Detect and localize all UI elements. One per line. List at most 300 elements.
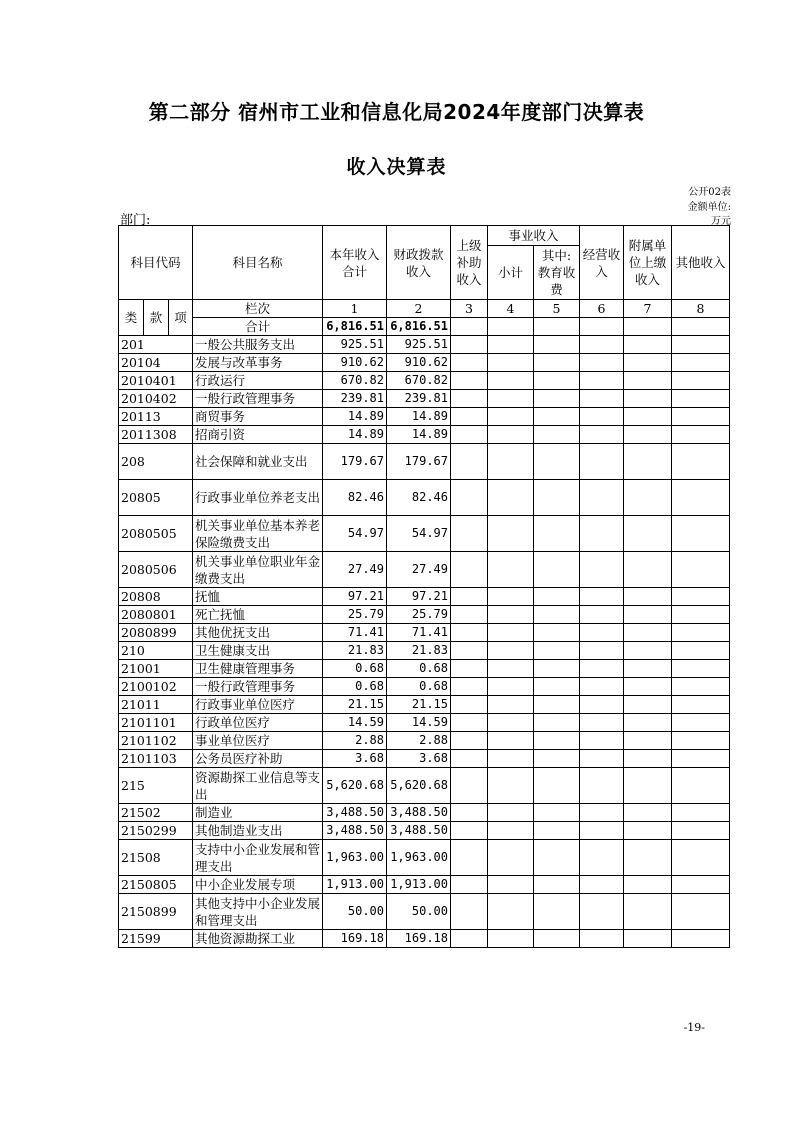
- row-current-income: 239.81: [323, 390, 387, 408]
- row-current-income: 3,488.50: [323, 822, 387, 840]
- row-empty-cell: [534, 624, 580, 642]
- row-empty-cell: [580, 588, 624, 606]
- row-empty-cell: [534, 768, 580, 804]
- row-empty-cell: [534, 876, 580, 894]
- row-empty-cell: [672, 930, 730, 948]
- row-empty-cell: [672, 336, 730, 354]
- header-fiscal: 财政拨款收入: [387, 226, 451, 300]
- row-empty-cell: [672, 408, 730, 426]
- row-empty-cell: [624, 660, 672, 678]
- row-empty-cell: [580, 660, 624, 678]
- table-row: [119, 894, 730, 930]
- table-title: 收入决算表: [346, 156, 447, 178]
- row-empty-cell: [451, 390, 488, 408]
- total-fiscal: 6,816.51: [387, 318, 451, 336]
- row-code: 20113: [119, 408, 193, 426]
- row-name: 死亡抚恤: [193, 606, 323, 624]
- row-fiscal: 0.68: [387, 660, 451, 678]
- row-empty-cell: [488, 894, 534, 930]
- total-current-income: 6,816.51: [323, 318, 387, 336]
- row-name: 其他资源勘探工业: [193, 930, 323, 948]
- table-row: [119, 840, 730, 876]
- table-row: [119, 714, 730, 732]
- row-fiscal: 3,488.50: [387, 804, 451, 822]
- row-empty-cell: [672, 354, 730, 372]
- table-row: [119, 552, 730, 588]
- row-empty-cell: [672, 678, 730, 696]
- row-fiscal: 5,620.68: [387, 768, 451, 804]
- row-empty-cell: [580, 750, 624, 768]
- row-empty-cell: [488, 390, 534, 408]
- row-empty-cell: [580, 822, 624, 840]
- row-empty-cell: [488, 588, 534, 606]
- table-row: [119, 372, 730, 390]
- row-empty-cell: [534, 516, 580, 552]
- row-empty-cell: [534, 732, 580, 750]
- col-num-3: 3: [451, 300, 488, 318]
- row-empty-cell: [580, 606, 624, 624]
- col-num-1: 1: [323, 300, 387, 318]
- row-code: 2101101: [119, 714, 193, 732]
- row-code: 2150899: [119, 894, 193, 930]
- row-empty-cell: [672, 714, 730, 732]
- row-fiscal: 2.88: [387, 732, 451, 750]
- row-empty-cell: [488, 336, 534, 354]
- row-empty-cell: [672, 372, 730, 390]
- header-code: 科目代码: [119, 226, 193, 300]
- row-empty-cell: [451, 840, 488, 876]
- row-name: 行政运行: [193, 372, 323, 390]
- row-code: 21001: [119, 660, 193, 678]
- row-empty-cell: [580, 444, 624, 480]
- row-empty-cell: [672, 426, 730, 444]
- row-fiscal: 27.49: [387, 552, 451, 588]
- table-row: [119, 480, 730, 516]
- row-fiscal: 71.41: [387, 624, 451, 642]
- row-name: 招商引资: [193, 426, 323, 444]
- total-label: 合计: [193, 318, 323, 336]
- row-empty-cell: [580, 480, 624, 516]
- row-name: 其他支持中小企业发展和管理支出: [193, 894, 323, 930]
- row-empty-cell: [580, 354, 624, 372]
- row-current-income: 925.51: [323, 336, 387, 354]
- row-empty-cell: [488, 480, 534, 516]
- row-empty-cell: [580, 732, 624, 750]
- header-other: 其他收入: [672, 226, 730, 300]
- row-empty-cell: [624, 372, 672, 390]
- row-fiscal: 97.21: [387, 588, 451, 606]
- row-empty-cell: [451, 876, 488, 894]
- row-code: 2150299: [119, 822, 193, 840]
- row-empty-cell: [488, 876, 534, 894]
- row-name: 一般行政管理事务: [193, 390, 323, 408]
- row-fiscal: 21.15: [387, 696, 451, 714]
- row-empty-cell: [580, 714, 624, 732]
- row-current-income: 179.67: [323, 444, 387, 480]
- row-fiscal: 1,913.00: [387, 876, 451, 894]
- row-empty-cell: [672, 750, 730, 768]
- row-empty-cell: [488, 732, 534, 750]
- row-empty-cell: [534, 696, 580, 714]
- row-current-income: 82.46: [323, 480, 387, 516]
- row-empty-cell: [580, 408, 624, 426]
- row-empty-cell: [672, 390, 730, 408]
- row-fiscal: 21.83: [387, 642, 451, 660]
- row-fiscal: 0.68: [387, 678, 451, 696]
- row-empty-cell: [488, 642, 534, 660]
- row-name: 公务员医疗补助: [193, 750, 323, 768]
- row-empty-cell: [624, 552, 672, 588]
- row-empty-cell: [624, 876, 672, 894]
- col-num-4: 4: [488, 300, 534, 318]
- row-empty-cell: [451, 354, 488, 372]
- row-current-income: 27.49: [323, 552, 387, 588]
- row-empty-cell: [672, 732, 730, 750]
- row-empty-cell: [488, 624, 534, 642]
- row-empty-cell: [534, 804, 580, 822]
- row-empty-cell: [488, 516, 534, 552]
- row-empty-cell: [451, 408, 488, 426]
- row-code: 2101102: [119, 732, 193, 750]
- row-current-income: 71.41: [323, 624, 387, 642]
- table-row: [119, 804, 730, 822]
- row-empty-cell: [534, 750, 580, 768]
- row-empty-cell: [624, 426, 672, 444]
- row-empty-cell: [451, 894, 488, 930]
- row-empty-cell: [624, 606, 672, 624]
- row-current-income: 21.15: [323, 696, 387, 714]
- table-row: [119, 822, 730, 840]
- row-current-income: 0.68: [323, 660, 387, 678]
- row-empty-cell: [451, 552, 488, 588]
- row-fiscal: 14.89: [387, 408, 451, 426]
- row-empty-cell: [672, 822, 730, 840]
- row-empty-cell: [488, 750, 534, 768]
- row-name: 资源勘探工业信息等支出: [193, 768, 323, 804]
- row-empty-cell: [624, 804, 672, 822]
- row-empty-cell: [624, 930, 672, 948]
- row-empty-cell: [580, 642, 624, 660]
- row-empty-cell: [534, 822, 580, 840]
- form-number: 公开02表: [688, 187, 731, 198]
- row-empty-cell: [488, 552, 534, 588]
- row-empty-cell: [580, 516, 624, 552]
- row-code: 20104: [119, 354, 193, 372]
- row-current-income: 25.79: [323, 606, 387, 624]
- row-fiscal: 3.68: [387, 750, 451, 768]
- row-code: 21599: [119, 930, 193, 948]
- row-empty-cell: [672, 606, 730, 624]
- row-empty-cell: [451, 372, 488, 390]
- row-name: 机关事业单位职业年金缴费支出: [193, 552, 323, 588]
- row-code: 21502: [119, 804, 193, 822]
- row-empty-cell: [672, 840, 730, 876]
- col-num-5: 5: [534, 300, 580, 318]
- row-empty-cell: [624, 750, 672, 768]
- row-empty-cell: [534, 588, 580, 606]
- row-empty-cell: [488, 714, 534, 732]
- table-row: [119, 732, 730, 750]
- row-empty-cell: [534, 642, 580, 660]
- row-empty-cell: [534, 660, 580, 678]
- header-operating: 经营收入: [580, 226, 624, 300]
- row-fiscal: 50.00: [387, 894, 451, 930]
- row-name: 一般公共服务支出: [193, 336, 323, 354]
- row-code: 215: [119, 768, 193, 804]
- row-empty-cell: [624, 822, 672, 840]
- header-current-income: 本年收入合计: [323, 226, 387, 300]
- row-empty-cell: [580, 840, 624, 876]
- row-empty-cell: [488, 768, 534, 804]
- row-code: 2011308: [119, 426, 193, 444]
- row-empty-cell: [672, 588, 730, 606]
- row-fiscal: 25.79: [387, 606, 451, 624]
- row-empty-cell: [580, 336, 624, 354]
- row-empty-cell: [488, 804, 534, 822]
- row-name: 一般行政管理事务: [193, 678, 323, 696]
- row-empty-cell: [451, 336, 488, 354]
- row-empty-cell: [580, 678, 624, 696]
- row-name: 卫生健康支出: [193, 642, 323, 660]
- row-empty-cell: [534, 840, 580, 876]
- table-row: [119, 624, 730, 642]
- row-name: 抚恤: [193, 588, 323, 606]
- table-row: [119, 696, 730, 714]
- row-code: 2010401: [119, 372, 193, 390]
- row-code: 21011: [119, 696, 193, 714]
- table-row: [119, 390, 730, 408]
- header-lanci: 栏次: [193, 300, 323, 318]
- row-name: 支持中小企业发展和管理支出: [193, 840, 323, 876]
- row-empty-cell: [624, 444, 672, 480]
- row-fiscal: 910.62: [387, 354, 451, 372]
- row-empty-cell: [534, 714, 580, 732]
- row-empty-cell: [672, 624, 730, 642]
- row-empty-cell: [624, 678, 672, 696]
- row-empty-cell: [451, 930, 488, 948]
- row-empty-cell: [624, 768, 672, 804]
- row-empty-cell: [672, 804, 730, 822]
- row-current-income: 50.00: [323, 894, 387, 930]
- row-empty-cell: [534, 390, 580, 408]
- row-empty-cell: [580, 696, 624, 714]
- table-row: [119, 642, 730, 660]
- row-empty-cell: [534, 354, 580, 372]
- row-fiscal: 239.81: [387, 390, 451, 408]
- row-empty-cell: [580, 390, 624, 408]
- row-current-income: 5,620.68: [323, 768, 387, 804]
- row-current-income: 21.83: [323, 642, 387, 660]
- row-empty-cell: [672, 660, 730, 678]
- row-empty-cell: [451, 804, 488, 822]
- row-empty-cell: [451, 588, 488, 606]
- header-xiang: 项: [169, 300, 193, 336]
- header-edu-fee: 其中:教育收费: [534, 246, 580, 300]
- row-name: 制造业: [193, 804, 323, 822]
- header-affiliated: 附属单位上缴收入: [624, 226, 672, 300]
- row-empty-cell: [451, 822, 488, 840]
- row-empty-cell: [672, 696, 730, 714]
- row-empty-cell: [534, 444, 580, 480]
- row-name: 发展与改革事务: [193, 354, 323, 372]
- row-empty-cell: [672, 642, 730, 660]
- row-empty-cell: [534, 606, 580, 624]
- row-empty-cell: [451, 444, 488, 480]
- row-code: 2080505: [119, 516, 193, 552]
- row-current-income: 2.88: [323, 732, 387, 750]
- row-code: 2101103: [119, 750, 193, 768]
- row-code: 2010402: [119, 390, 193, 408]
- row-fiscal: 14.89: [387, 426, 451, 444]
- table-row: [119, 678, 730, 696]
- row-code: 21508: [119, 840, 193, 876]
- row-empty-cell: [451, 624, 488, 642]
- row-current-income: 1,913.00: [323, 876, 387, 894]
- row-empty-cell: [672, 444, 730, 480]
- row-current-income: 1,963.00: [323, 840, 387, 876]
- table-row: [119, 750, 730, 768]
- table-row: [119, 660, 730, 678]
- row-empty-cell: [580, 426, 624, 444]
- row-code: 210: [119, 642, 193, 660]
- row-empty-cell: [672, 552, 730, 588]
- row-empty-cell: [488, 822, 534, 840]
- row-fiscal: 82.46: [387, 480, 451, 516]
- row-name: 行政事业单位养老支出: [193, 480, 323, 516]
- row-fiscal: 670.82: [387, 372, 451, 390]
- row-empty-cell: [624, 480, 672, 516]
- row-empty-cell: [534, 336, 580, 354]
- row-code: 2080801: [119, 606, 193, 624]
- row-empty-cell: [624, 354, 672, 372]
- table-row: [119, 876, 730, 894]
- row-current-income: 0.68: [323, 678, 387, 696]
- row-current-income: 3.68: [323, 750, 387, 768]
- col-num-8: 8: [672, 300, 730, 318]
- row-empty-cell: [451, 516, 488, 552]
- row-empty-cell: [624, 336, 672, 354]
- row-empty-cell: [580, 768, 624, 804]
- row-empty-cell: [534, 552, 580, 588]
- unit-label: 金额单位:: [687, 202, 731, 213]
- unit-value: 万元: [711, 216, 731, 227]
- row-empty-cell: [672, 480, 730, 516]
- row-empty-cell: [451, 642, 488, 660]
- row-name: 其他制造业支出: [193, 822, 323, 840]
- row-empty-cell: [580, 930, 624, 948]
- row-name: 中小企业发展专项: [193, 876, 323, 894]
- row-code: 2080506: [119, 552, 193, 588]
- row-empty-cell: [451, 696, 488, 714]
- table-row: [119, 930, 730, 948]
- row-empty-cell: [451, 678, 488, 696]
- row-code: 20805: [119, 480, 193, 516]
- col-num-6: 6: [580, 300, 624, 318]
- row-empty-cell: [488, 696, 534, 714]
- row-fiscal: 169.18: [387, 930, 451, 948]
- row-code: 2080899: [119, 624, 193, 642]
- row-current-income: 14.89: [323, 426, 387, 444]
- row-empty-cell: [672, 876, 730, 894]
- row-empty-cell: [488, 840, 534, 876]
- row-empty-cell: [488, 354, 534, 372]
- row-code: 2150805: [119, 876, 193, 894]
- col-num-7: 7: [624, 300, 672, 318]
- row-fiscal: 1,963.00: [387, 840, 451, 876]
- row-empty-cell: [534, 678, 580, 696]
- row-empty-cell: [624, 732, 672, 750]
- row-empty-cell: [624, 516, 672, 552]
- table-row: [119, 768, 730, 804]
- row-name: 事业单位医疗: [193, 732, 323, 750]
- row-empty-cell: [580, 894, 624, 930]
- row-empty-cell: [580, 876, 624, 894]
- table-row: [119, 588, 730, 606]
- row-empty-cell: [488, 408, 534, 426]
- department-label: 部门:: [120, 213, 151, 228]
- row-code: 208: [119, 444, 193, 480]
- table-row: [119, 336, 730, 354]
- table-row: [119, 516, 730, 552]
- row-current-income: 169.18: [323, 930, 387, 948]
- row-empty-cell: [624, 642, 672, 660]
- row-empty-cell: [580, 624, 624, 642]
- row-empty-cell: [534, 894, 580, 930]
- row-fiscal: 925.51: [387, 336, 451, 354]
- row-empty-cell: [534, 930, 580, 948]
- row-name: 其他优抚支出: [193, 624, 323, 642]
- row-code: 2100102: [119, 678, 193, 696]
- row-empty-cell: [624, 696, 672, 714]
- header-kuan: 款: [144, 300, 169, 336]
- row-empty-cell: [534, 426, 580, 444]
- row-current-income: 54.97: [323, 516, 387, 552]
- row-empty-cell: [451, 750, 488, 768]
- row-fiscal: 179.67: [387, 444, 451, 480]
- row-empty-cell: [451, 480, 488, 516]
- row-empty-cell: [624, 624, 672, 642]
- row-name: 机关事业单位基本养老保险缴费支出: [193, 516, 323, 552]
- row-current-income: 670.82: [323, 372, 387, 390]
- row-empty-cell: [488, 426, 534, 444]
- row-empty-cell: [488, 678, 534, 696]
- row-empty-cell: [534, 408, 580, 426]
- row-empty-cell: [451, 732, 488, 750]
- table-row: [119, 354, 730, 372]
- header-name: 科目名称: [193, 226, 323, 300]
- row-empty-cell: [451, 660, 488, 678]
- header-business: 事业收入: [488, 226, 580, 246]
- row-fiscal: 54.97: [387, 516, 451, 552]
- row-code: 20808: [119, 588, 193, 606]
- row-code: 201: [119, 336, 193, 354]
- row-empty-cell: [624, 894, 672, 930]
- row-empty-cell: [488, 444, 534, 480]
- table-row: [119, 444, 730, 480]
- row-empty-cell: [488, 372, 534, 390]
- row-name: 行政单位医疗: [193, 714, 323, 732]
- income-table: [118, 225, 730, 948]
- header-subtotal: 小计: [488, 246, 534, 300]
- row-name: 卫生健康管理事务: [193, 660, 323, 678]
- row-empty-cell: [672, 516, 730, 552]
- row-empty-cell: [624, 840, 672, 876]
- row-fiscal: 3,488.50: [387, 822, 451, 840]
- row-empty-cell: [672, 894, 730, 930]
- table-row: [119, 606, 730, 624]
- row-empty-cell: [451, 426, 488, 444]
- row-empty-cell: [580, 804, 624, 822]
